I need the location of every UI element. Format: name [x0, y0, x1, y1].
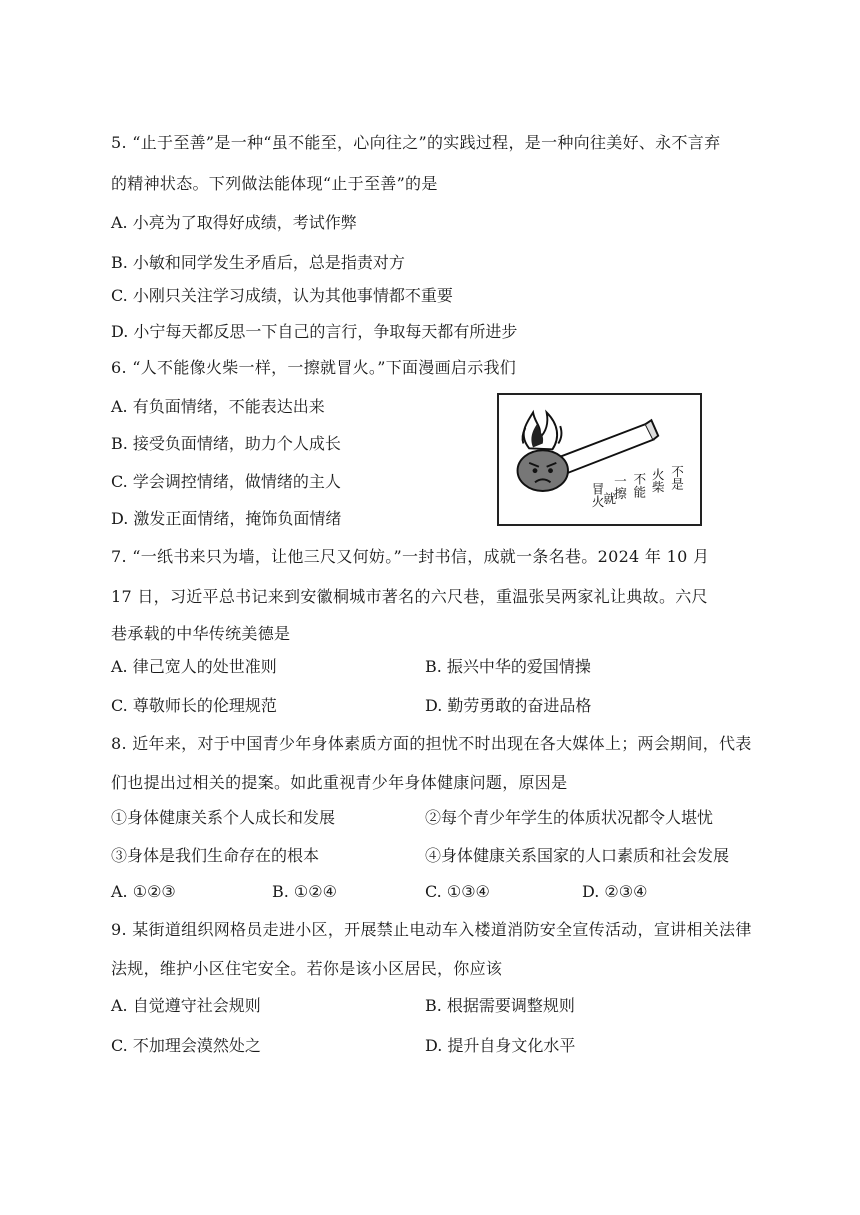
caption-col-3: 不能 [631, 472, 647, 498]
q8-statement-1: ①身体健康关系个人成长和发展 [111, 808, 336, 827]
q7-option-d: D. 勤劳勇敢的奋进品格 [425, 696, 592, 715]
q8-option-a: A. ①②③ [111, 882, 176, 901]
q6-option-c: C. 学会调控情绪，做情绪的主人 [111, 472, 341, 491]
q8-option-b: B. ①②④ [272, 882, 337, 901]
match-cartoon [497, 393, 702, 526]
caption-col-4: 一擦 [611, 474, 627, 500]
q5-option-a: A. 小亮为了取得好成绩，考试作弊 [111, 213, 357, 232]
q7-option-a: A. 律己宽人的处世准则 [111, 657, 277, 676]
q7-option-c: C. 尊敬师长的伦理规范 [111, 696, 277, 715]
q5-option-b: B. 小敏和同学发生矛盾后，总是指责对方 [111, 253, 405, 272]
q6-stem: 6. “人不能像火柴一样，一擦就冒火。”下面漫画启示我们 [111, 358, 517, 377]
right-eye [548, 468, 553, 473]
caption-col-5: 就 [601, 491, 617, 505]
q8-stem-line-2: 们也提出过相关的提案。如此重视青少年身体健康问题，原因是 [111, 773, 568, 792]
q5-option-c: C. 小刚只关注学习成绩，认为其他事情都不重要 [111, 286, 453, 305]
left-eye [533, 468, 538, 473]
q5-stem-line-2: 的精神状态。下列做法能体现“止于至善”的是 [111, 174, 438, 193]
caption-col-2: 火柴 [649, 467, 665, 493]
q9-option-a: A. 自觉遵守社会规则 [111, 996, 261, 1015]
caption-col-1: 不是 [669, 464, 685, 491]
q5-stem-line-1: 5. “止于至善”是一种“虽不能至，心向往之”的实践过程，是一种向往美好、永不言弃 [111, 133, 721, 152]
q7-stem-line-3: 巷承载的中华传统美德是 [111, 624, 291, 643]
cartoon-caption [590, 465, 685, 508]
match-head [518, 450, 568, 491]
q8-statement-2: ②每个青少年学生的体质状况都令人堪忧 [425, 808, 714, 827]
q8-statement-3: ③身体是我们生命存在的根本 [111, 846, 320, 865]
q5-option-d: D. 小宁每天都反思一下自己的言行，争取每天都有所进步 [111, 322, 518, 341]
q6-option-a: A. 有负面情绪，不能表达出来 [111, 397, 325, 416]
q9-stem-line-1: 9. 某街道组织网格员走进小区，开展禁止电动车入楼道消防安全宣传活动，宣讲相关法律 [111, 920, 752, 939]
q7-stem-line-2: 17 日，习近平总书记来到安徽桐城市著名的六尺巷，重温张吴两家礼让典故。六尺 [111, 587, 708, 606]
q9-stem-line-2: 法规，维护小区住宅安全。若你是该小区居民，你应该 [111, 959, 503, 978]
q8-option-d: D. ②③④ [582, 882, 648, 901]
q6-option-d: D. 激发正面情绪，掩饰负面情绪 [111, 509, 342, 528]
match-illustration [499, 395, 700, 524]
q6-option-b: B. 接受负面情绪，助力个人成长 [111, 434, 341, 453]
q9-option-c: C. 不加理会漠然处之 [111, 1036, 261, 1055]
q8-stem-line-1: 8. 近年来，对于中国青少年身体素质方面的担忧不时出现在各大媒体上；两会期间，代表 [111, 734, 752, 753]
q9-option-b: B. 根据需要调整规则 [425, 996, 575, 1015]
caption-col-6: 冒火 [589, 482, 605, 508]
q8-option-c: C. ①③④ [425, 882, 490, 901]
q7-option-b: B. 振兴中华的爱国情操 [425, 657, 591, 676]
q9-option-d: D. 提升自身文化水平 [425, 1036, 576, 1055]
q8-statement-4: ④身体健康关系国家的人口素质和社会发展 [425, 846, 730, 865]
q7-stem-line-1: 7. “一纸书来只为墙，让他三尺又何妨。”一封书信，成就一条名巷。2024 年 10 月 [111, 547, 710, 566]
